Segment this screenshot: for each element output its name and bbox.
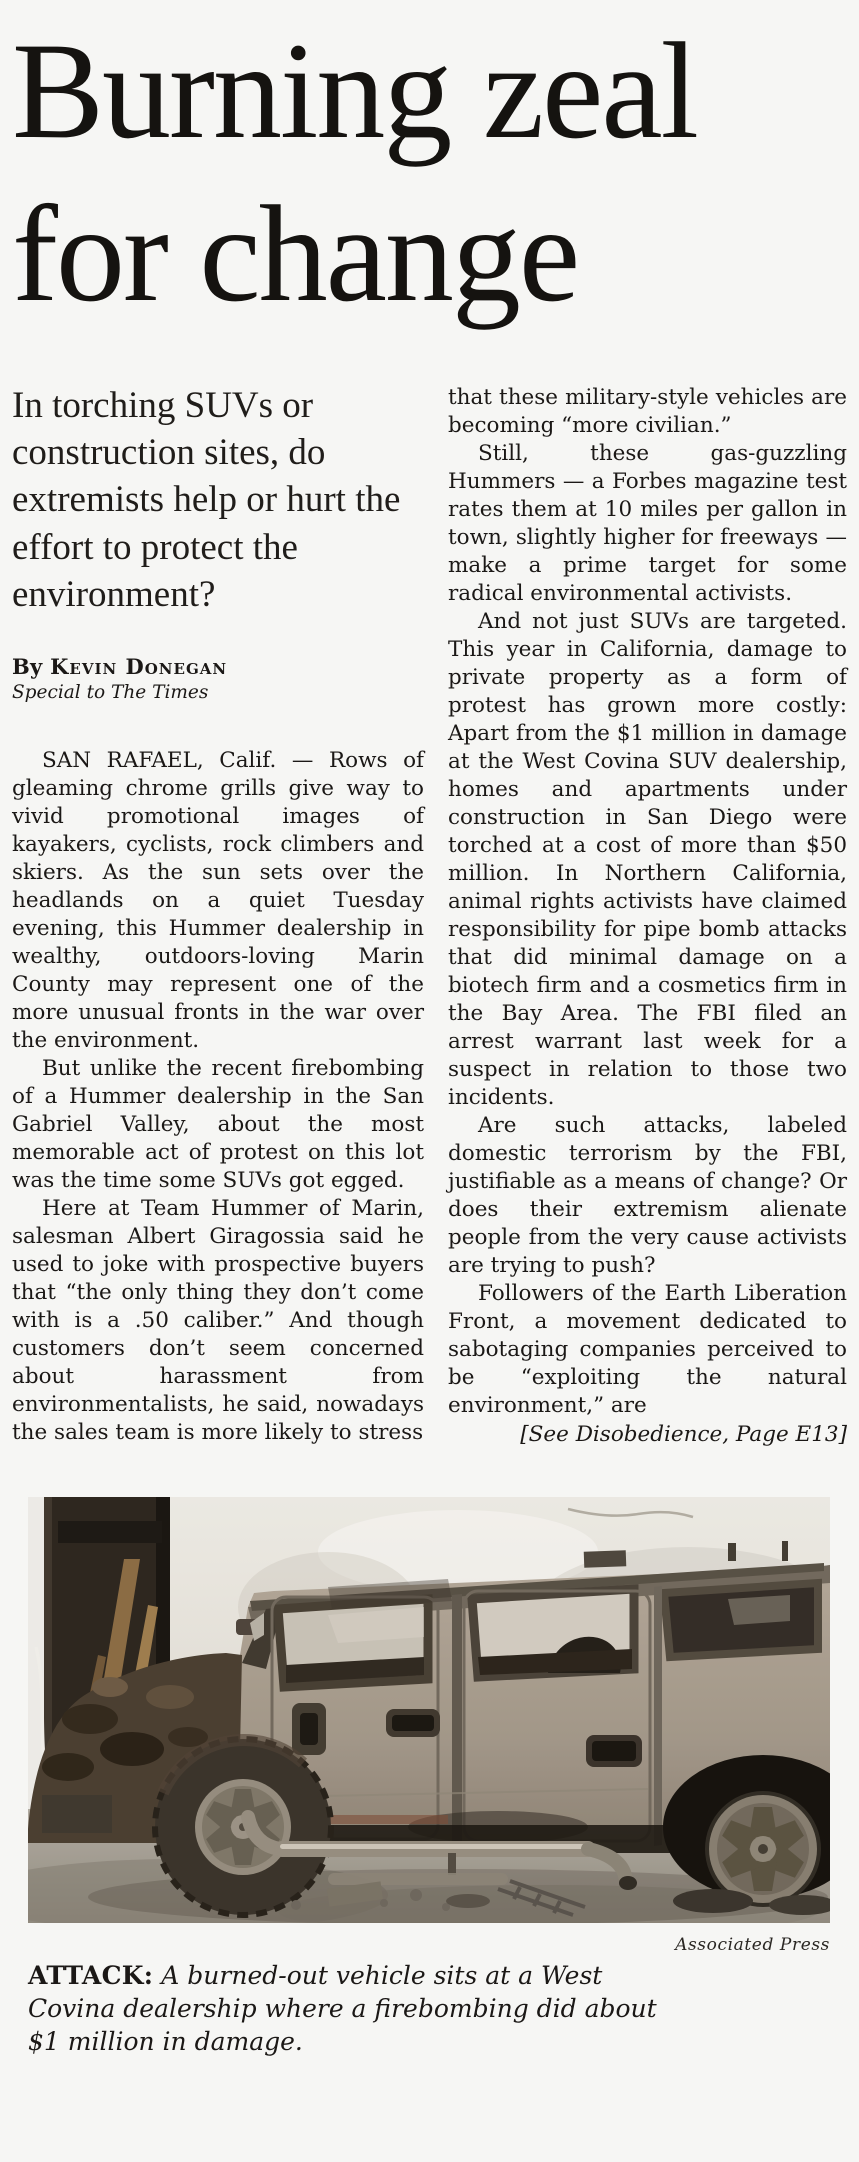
paragraph: Here at Team Hummer of Marin, salesman Albert Giragossia said he used to joke with prospective buyers that “the only thing they don’t come with is a .50 caliber.” And though customers don’t seem concerned about harassment from environmentalists, he said, nowadays the sales team is more likely to stress <box>12 1196 424 1446</box>
photo-caption-block <box>28 1935 830 2058</box>
right-column <box>448 382 847 1449</box>
paragraph: Still, these gas-guzzling Hummers — a Forbes magazine test rates them at 10 miles per gallon in town, slightly higher for freeways — make a prime target for some radical environmental activists. <box>448 440 847 606</box>
byline-name: Kevin Donegan <box>50 654 228 680</box>
standfirst: In torching SUVs or construction sites, do extremists help or hurt the effort to protect the environment? <box>12 384 401 616</box>
left-column-body <box>12 747 424 1447</box>
paragraph: And not just SUVs are targeted. This year in California, damage to private property as a form of protest has grown more costly: Apart from the $1 million in damage at the West Covina SUV dealership, homes and apartments under construction in San Diego were torched at a cost of more than $50 million. In Northern California, animal rights activists have claimed responsibility for pipe bomb attacks that did minimal damage on a biotech firm and a cosmetics firm in the Bay Area. The FBI filed an arrest warrant last week for a suspect in relation to those two incidents. <box>448 608 847 1110</box>
byline <box>12 654 424 679</box>
byline-prefix: By <box>12 654 51 680</box>
paragraph: SAN RAFAEL, Calif. — Rows of gleaming chrome grills give way to vivid promotional images of kayakers, cyclists, rock climbers and skiers. As the sun sets over the headlands on a quiet Tuesday evening, this Hummer dealership in wealthy, outdoors-loving Marin County may represent one of the more unusual fronts in the war over the environment. <box>12 748 424 1054</box>
caption-lead: ATTACK: <box>28 1960 154 1990</box>
paragraph: Are such attacks, labeled domestic terrorism by the FBI, justifiable as a means of change? Or does their extremism alienate people from the very cause activists are trying to push? <box>448 1112 847 1278</box>
photo-caption <box>28 1959 676 2058</box>
byline-credit: Special to The Times <box>12 682 209 704</box>
article-photo-figure <box>28 1497 830 2058</box>
headline-line-1: Burning zeal <box>12 14 697 167</box>
paragraph: But unlike the recent firebombing of a Hummer dealership in the San Gabriel Valley, about the most memorable act of protest on this lot was the time some SUVs got egged. <box>12 1056 424 1194</box>
paragraph: Followers of the Earth Liberation Front, a movement dedicated to sabotaging companies perceived to be “exploiting the natural environment,” are <box>448 1280 847 1418</box>
article-columns <box>12 382 847 1449</box>
left-column <box>12 382 424 1448</box>
headline <box>12 10 847 336</box>
caption-text: A burned-out vehicle sits at a West Covina dealership where a firebombing did about $1 million in damage. <box>28 1960 657 2056</box>
jump-line: [See Disobedience, Page E13] <box>520 1421 847 1447</box>
photo-credit: Associated Press <box>675 1934 830 1955</box>
paragraph: that these military-style vehicles are becoming “more civilian.” <box>448 384 847 438</box>
burned-hummer-photo <box>28 1497 830 1923</box>
headline-line-2: for change <box>12 176 579 330</box>
